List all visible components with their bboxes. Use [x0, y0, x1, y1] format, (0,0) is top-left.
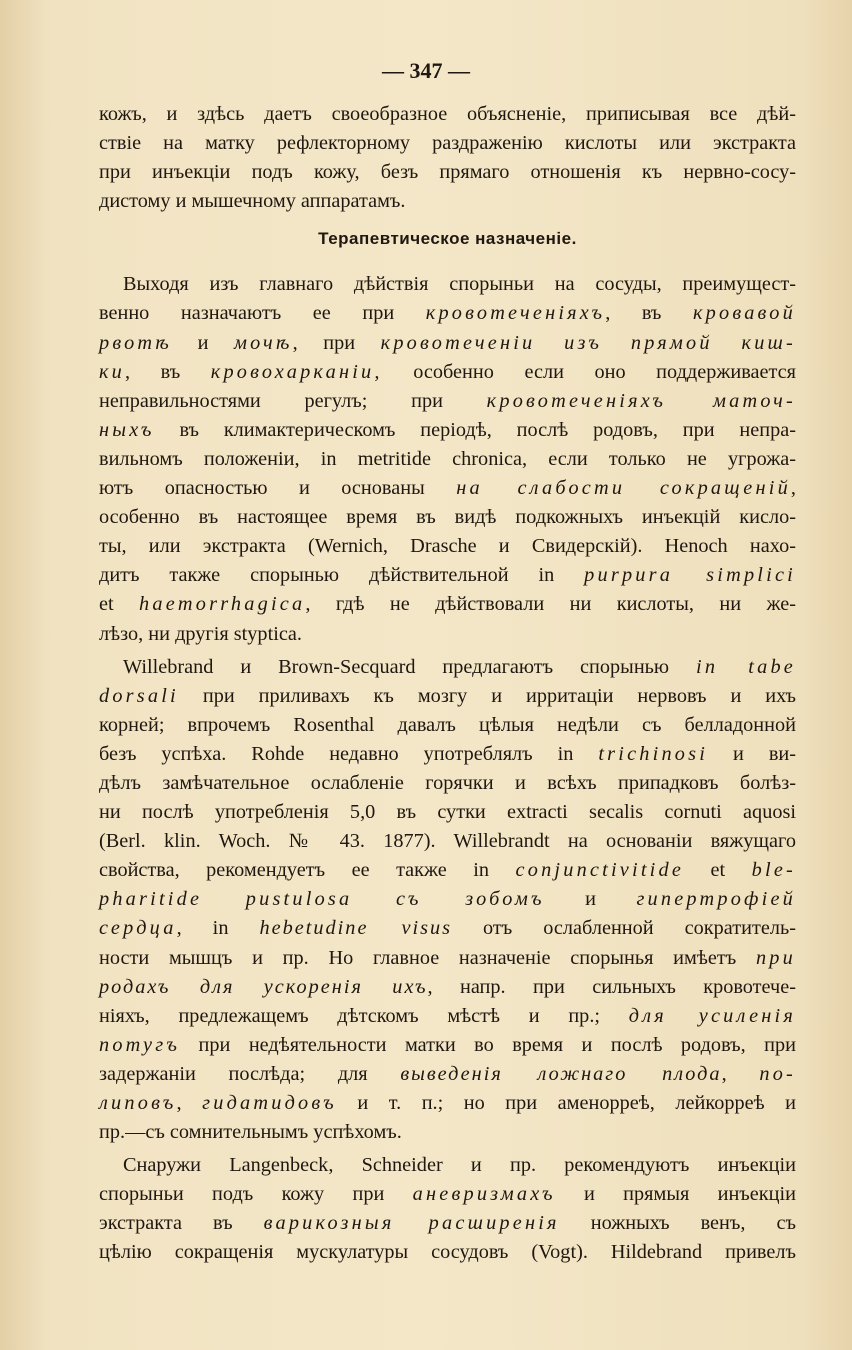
emphasis-text: кровохарканіи, [210, 360, 383, 383]
emphasis-text: in tabe [695, 655, 796, 678]
emphasis-text: кровотеченіяхъ маточ- [486, 389, 796, 412]
text-line: сердца, in hebetudine visus отъ ослабленной сократитель- [99, 917, 796, 940]
emphasis-text: haemorrhagica [139, 593, 306, 616]
emphasis-text: кровотеченіи изъ прямой киш- [380, 331, 796, 354]
text-line: липовъ, гидатидовъ и т. п.; но при аменорреѣ, лейкорреѣ и [99, 1092, 797, 1114]
text-line: ни послѣ употребленія 5,0 въ сутки extracti secalis cornuti aquosi [99, 801, 796, 824]
text-line: дѣлъ замѣчательное ослабленіе горячки и всѣхъ припадковъ болѣз- [99, 771, 796, 794]
emphasis-text: dorsali [99, 684, 179, 707]
text-line: неправильностями регулъ; при кровотеченіяхъ маточ- [99, 389, 796, 412]
emphasis-text: кровотеченіяхъ [425, 302, 606, 325]
text-line: pharitide pustulosa съ зобомъ и гипертрофіей [99, 888, 797, 911]
text-line: пр.—съ сомнительнымъ успѣхомъ. [99, 1121, 402, 1144]
emphasis-text: гипертрофіей [636, 888, 797, 911]
text-line: дитъ также спорынью дѣйствительной in purpura simplici [99, 564, 796, 587]
text-line: ніяхъ, предлежащемъ дѣтскомъ мѣстѣ и пр.; для усиленія [99, 1004, 796, 1027]
emphasis-text: purpura simplici [584, 564, 796, 587]
text-line: свойства, рекомендуетъ ее также in conjunctivitide et ble- [99, 859, 797, 882]
text-line: dorsali при приливахъ къ мозгу и ирритаціи нервовъ и ихъ [99, 684, 796, 707]
emphasis-text: сердца [99, 917, 177, 940]
text-line: Снаружи Langenbeck, Schneider и пр. рекомендуютъ инъекціи [123, 1154, 796, 1177]
text-line: особенно въ настоящее время въ видѣ подкожныхъ инъекцій кисло- [99, 506, 796, 529]
text-line: лѣзо, ни другія styptica. [99, 622, 302, 645]
text-line: спорыньи подъ кожу при аневризмахъ и прямыя инъекціи [99, 1183, 796, 1206]
emphasis-text: на слабости сокращеній [456, 477, 791, 500]
text-line: et haemorrhagica, гдѣ не дѣйствовали ни кислоты, ни же- [99, 593, 796, 616]
body-text [99, 100, 796, 1268]
emphasis-text: hebetudine visus [259, 917, 453, 940]
text-line: ки, въ кровохарканіи, особенно если оно поддерживается [99, 360, 796, 383]
text-line: при инъекціи подъ кожу, безъ прямаго отношенія къ нервно-сосу- [99, 161, 796, 184]
emphasis-text: pharitide pustulosa съ зобомъ [99, 888, 545, 911]
text-line: венно назначаютъ ее при кровотеченіяхъ, въ кровавой [99, 302, 796, 325]
emphasis-text: потугъ [99, 1033, 181, 1056]
emphasis-text: ки [99, 360, 126, 383]
text-line: потугъ при недѣятельности матки во время и послѣ родовъ, при [99, 1033, 796, 1056]
text-line: ты, или экстракта (Wernich, Drasche и Свидерскій). Henoch нахо- [99, 535, 796, 558]
text-line: родахъ для ускоренія ихъ, напр. при сильныхъ кровотече- [99, 975, 796, 998]
text-line: Willebrand и Brown-Secquard предлагаютъ спорынью in tabe [123, 655, 796, 678]
text-line: (Berl. klin. Woch. № 43. 1877). Willebrandt на основаніи вяжущаго [99, 830, 796, 853]
section-heading: Терапевтическое назначеніе. [318, 229, 577, 249]
emphasis-text: по- [759, 1062, 796, 1085]
text-line: вильномъ положеніи, in metritide chronica, если только не угрожа- [99, 447, 796, 470]
text-line: рвотѣ и мочѣ, при кровотеченіи изъ прямой киш- [99, 331, 796, 354]
emphasis-text: липовъ [99, 1092, 177, 1114]
emphasis-text: кровавой [692, 302, 796, 325]
emphasis-text: для усиленія [628, 1004, 796, 1027]
emphasis-text: conjunctivitide [515, 859, 685, 882]
text-line: цѣлію сокращенія мускулатуры сосудовъ (Vogt). Hildebrand привелъ [99, 1241, 796, 1264]
text-line: задержаніи послѣда; для выведенія ложнаго плода, по- [99, 1062, 796, 1085]
emphasis-text: ныхъ [99, 418, 155, 441]
text-line: ности мышцъ и пр. Но главное назначеніе спорынья имѣетъ при [99, 946, 796, 969]
text-line: корней; впрочемъ Rosenthal давалъ цѣлыя недѣли съ белладонной [99, 713, 796, 736]
emphasis-text: выведенія ложнаго плода [400, 1062, 722, 1085]
text-line: безъ успѣха. Rohde недавно употреблялъ in trichinosi и ви- [99, 742, 796, 765]
emphasis-text: аневризмахъ [412, 1183, 556, 1206]
emphasis-text: варикозныя расширенія [263, 1212, 560, 1235]
text-line: экстракта въ варикозныя расширенія ножныхъ венъ, съ [99, 1212, 796, 1235]
emphasis-text: гидатидовъ [202, 1092, 337, 1114]
emphasis-text: рвотѣ [99, 331, 172, 354]
emphasis-text: мочѣ [234, 331, 293, 354]
text-line: ныхъ въ климактерическомъ періодѣ, послѣ родовъ, при непра- [99, 418, 796, 441]
text-line: ствіе на матку рефлекторному раздраженію кислоты или экстракта [99, 132, 796, 155]
page-number: — 347 — [382, 58, 470, 83]
text-line: кожъ, и здѣсь даетъ своеобразное объясненіе, приписывая все дѣй- [99, 103, 796, 125]
text-line: Выходя изъ главнаго дѣйствія спорыньи на сосуды, преимущест- [123, 273, 796, 296]
text-line: ютъ опасностью и основаны на слабости сокращеній, [99, 477, 796, 500]
emphasis-text: ble- [751, 859, 797, 882]
emphasis-text: trichinosi [598, 742, 709, 765]
emphasis-text: родахъ для ускоренія ихъ [99, 975, 428, 998]
emphasis-text: при [755, 946, 796, 969]
text-line: дистому и мышечному аппаратамъ. [99, 190, 406, 213]
